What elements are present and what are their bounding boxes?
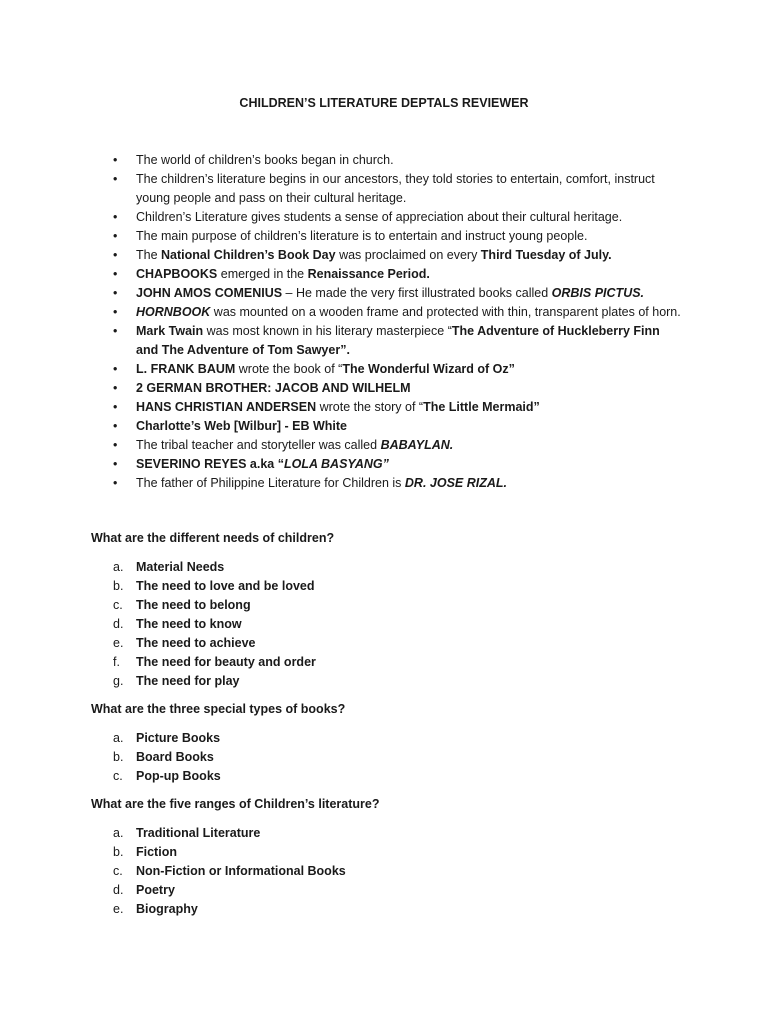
- bullet-icon: •: [113, 419, 118, 433]
- list-item: g. The need for play: [113, 674, 240, 688]
- document-title: CHILDREN’S LITERATURE DEPTALS REVIEWER: [239, 96, 529, 110]
- bullet-icon: •: [113, 248, 118, 262]
- list-item: • L. FRANK BAUM wrote the book of “The Wonderful Wizard of Oz”: [113, 360, 683, 379]
- list-item: b. Fiction: [113, 845, 177, 859]
- bullet-icon: •: [113, 267, 118, 281]
- bullet-icon: •: [113, 381, 118, 395]
- list-item: • The world of children’s books began in church.: [113, 151, 683, 170]
- list-item: • HANS CHRISTIAN ANDERSEN wrote the story of “The Little Mermaid”: [113, 398, 683, 417]
- list-item: • Children’s Literature gives students a sense of appreciation about their cultural heritage.: [113, 208, 683, 227]
- list-item: • SEVERINO REYES a.ka “LOLA BASYANG”: [113, 455, 683, 474]
- list-item: c. The need to belong: [113, 598, 251, 612]
- list-item: e. Biography: [113, 902, 198, 916]
- list-item: • CHAPBOOKS emerged in the Renaissance Period.: [113, 265, 683, 284]
- bullet-icon: •: [113, 286, 118, 300]
- list-item: • Mark Twain was most known in his literary masterpiece “The Adventure of Huckleberry Finn and The Adventure of Tom Sawyer”.: [113, 324, 660, 357]
- list-item: • HORNBOOK was mounted on a wooden frame and protected with thin, transparent plates of horn.: [113, 303, 683, 322]
- list-item: • The main purpose of children’s literature is to entertain and instruct young people.: [113, 227, 683, 246]
- question-heading: What are the five ranges of Children’s literature?: [91, 797, 380, 811]
- question-heading: What are the three special types of books?: [91, 702, 346, 716]
- bullet-icon: •: [113, 305, 118, 319]
- list-item: • The tribal teacher and storyteller was called BABAYLAN.: [113, 436, 683, 455]
- book-types-list: [113, 729, 221, 786]
- list-item: • The father of Philippine Literature for Children is DR. JOSE RIZAL.: [113, 474, 683, 493]
- bullet-icon: •: [113, 172, 118, 186]
- list-item: • 2 GERMAN BROTHER: JACOB AND WILHELM: [113, 379, 683, 398]
- facts-list: [113, 151, 683, 493]
- list-item: • Charlotte’s Web [Wilbur] - EB White: [113, 417, 683, 436]
- question-heading: What are the different needs of children?: [91, 531, 335, 545]
- list-item: d. The need to know: [113, 617, 242, 631]
- list-item: a. Picture Books: [113, 731, 221, 745]
- list-item: f. The need for beauty and order: [113, 655, 316, 669]
- bullet-icon: •: [113, 210, 118, 224]
- list-item: a. Material Needs: [113, 560, 225, 574]
- list-item: b. The need to love and be loved: [113, 579, 315, 593]
- bullet-icon: •: [113, 153, 118, 167]
- list-item: • The National Children’s Book Day was proclaimed on every Third Tuesday of July.: [113, 246, 683, 265]
- bullet-icon: •: [113, 438, 118, 452]
- bullet-icon: •: [113, 476, 118, 490]
- bullet-icon: •: [113, 229, 118, 243]
- bullet-icon: •: [113, 324, 118, 338]
- list-item: a. Traditional Literature: [113, 826, 261, 840]
- list-item: • JOHN AMOS COMENIUS – He made the very first illustrated books called ORBIS PICTUS.: [113, 284, 683, 303]
- list-item: d. Poetry: [113, 883, 175, 897]
- needs-list: [113, 558, 316, 691]
- list-item: • The children’s literature begins in our ancestors, they told stories to entertain, comfort, instruct young people and pass on their cultural heritage.: [113, 172, 655, 205]
- literature-ranges-list: [113, 824, 346, 919]
- list-item: b. Board Books: [113, 750, 214, 764]
- bullet-icon: •: [113, 400, 118, 414]
- list-item: e. The need to achieve: [113, 636, 256, 650]
- bullet-icon: •: [113, 362, 118, 376]
- list-item: c. Non-Fiction or Informational Books: [113, 864, 346, 878]
- bullet-icon: •: [113, 457, 118, 471]
- list-item: c. Pop-up Books: [113, 769, 221, 783]
